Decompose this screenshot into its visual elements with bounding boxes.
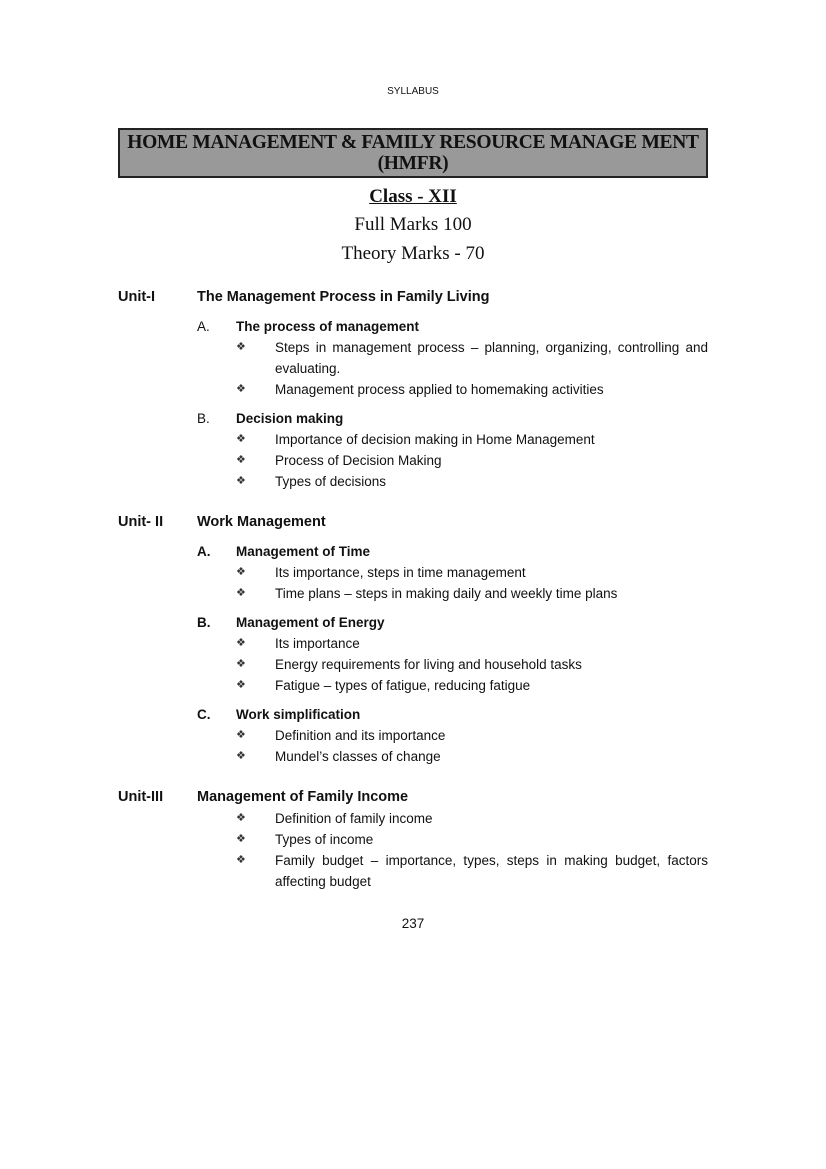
diamond-bullet-icon: ❖ bbox=[236, 750, 246, 762]
syllabus-content bbox=[118, 287, 708, 912]
list-item-text: Time plans – steps in making daily and weekly time plans bbox=[275, 586, 618, 601]
list-item bbox=[118, 429, 708, 450]
list-item-text: Importance of decision making in Home Management bbox=[275, 432, 595, 447]
diamond-bullet-icon: ❖ bbox=[236, 383, 246, 395]
section bbox=[118, 612, 708, 696]
section bbox=[118, 808, 708, 892]
unit-label: Unit-III bbox=[118, 789, 164, 805]
section-heading bbox=[118, 612, 708, 633]
section-heading bbox=[118, 316, 708, 337]
diamond-bullet-icon: ❖ bbox=[236, 341, 246, 353]
diamond-bullet-icon: ❖ bbox=[236, 566, 246, 578]
list-item bbox=[118, 725, 708, 746]
unit-heading bbox=[118, 512, 708, 533]
unit-label: Unit- II bbox=[118, 514, 164, 530]
list-item-text: Management process applied to homemaking activities bbox=[275, 382, 604, 397]
list-item-text: Fatigue – types of fatigue, reducing fatigue bbox=[275, 678, 531, 693]
section-letter: C. bbox=[197, 707, 211, 722]
section-heading bbox=[118, 704, 708, 725]
unit-block bbox=[118, 287, 708, 492]
theory-marks: Theory Marks - 70 bbox=[341, 243, 485, 264]
subject-abbreviation: (HMFR) bbox=[377, 153, 449, 174]
list-item bbox=[118, 583, 708, 604]
section bbox=[118, 316, 708, 400]
section-letter: A. bbox=[197, 319, 210, 334]
list-item-text: Energy requirements for living and household tasks bbox=[275, 657, 582, 672]
diamond-bullet-icon: ❖ bbox=[236, 812, 246, 824]
unit-title: The Management Process in Family Living bbox=[197, 289, 490, 305]
diamond-bullet-icon: ❖ bbox=[236, 433, 246, 445]
subject-title: HOME MANAGEMENT & FAMILY RESOURCE MANAGE MENT bbox=[127, 132, 699, 153]
section bbox=[118, 704, 708, 767]
section bbox=[118, 541, 708, 604]
list-item bbox=[118, 850, 708, 892]
section-title: The process of management bbox=[236, 319, 420, 334]
list-item bbox=[118, 633, 708, 654]
unit-block bbox=[118, 787, 708, 892]
list-item bbox=[118, 471, 708, 492]
list-item-text: Family budget – importance, types, steps in making budget, factors affecting budget bbox=[275, 853, 708, 889]
list-item-text: Its importance bbox=[275, 636, 360, 651]
page-number: 237 bbox=[401, 916, 425, 931]
diamond-bullet-icon: ❖ bbox=[236, 475, 246, 487]
list-item bbox=[118, 337, 708, 379]
list-item bbox=[118, 379, 708, 400]
unit-title: Work Management bbox=[197, 514, 326, 530]
diamond-bullet-icon: ❖ bbox=[236, 833, 246, 845]
diamond-bullet-icon: ❖ bbox=[236, 658, 246, 670]
section-heading bbox=[118, 541, 708, 562]
list-item-text: Its importance, steps in time management bbox=[275, 565, 526, 580]
list-item-text: Definition and its importance bbox=[275, 728, 446, 743]
diamond-bullet-icon: ❖ bbox=[236, 587, 246, 599]
list-item bbox=[118, 654, 708, 675]
diamond-bullet-icon: ❖ bbox=[236, 854, 246, 866]
full-marks: Full Marks 100 bbox=[354, 214, 472, 235]
list-item bbox=[118, 746, 708, 767]
list-item-text: Process of Decision Making bbox=[275, 453, 442, 468]
running-header: SYLLABUS bbox=[387, 86, 439, 97]
list-item-text: Types of income bbox=[275, 832, 374, 847]
list-item-text: Definition of family income bbox=[275, 811, 433, 826]
list-item-text: Types of decisions bbox=[275, 474, 387, 489]
list-item bbox=[118, 808, 708, 829]
list-item bbox=[118, 829, 708, 850]
diamond-bullet-icon: ❖ bbox=[236, 637, 246, 649]
section-title: Decision making bbox=[236, 411, 344, 426]
section-letter: B. bbox=[197, 615, 211, 630]
unit-block bbox=[118, 512, 708, 767]
section-letter: B. bbox=[197, 411, 210, 426]
section bbox=[118, 408, 708, 492]
diamond-bullet-icon: ❖ bbox=[236, 729, 246, 741]
unit-label: Unit-I bbox=[118, 289, 156, 305]
class-label: Class - XII bbox=[369, 186, 457, 207]
list-item-text: Mundel’s classes of change bbox=[275, 749, 441, 764]
unit-heading bbox=[118, 287, 708, 308]
list-item bbox=[118, 675, 708, 696]
unit-title: Management of Family Income bbox=[197, 789, 409, 805]
list-item bbox=[118, 562, 708, 583]
section-title: Management of Time bbox=[236, 544, 371, 559]
section-letter: A. bbox=[197, 544, 211, 559]
section-heading bbox=[118, 408, 708, 429]
diamond-bullet-icon: ❖ bbox=[236, 454, 246, 466]
subject-title-box bbox=[118, 128, 708, 178]
diamond-bullet-icon: ❖ bbox=[236, 679, 246, 691]
list-item-text: Steps in management process – planning, organizing, controlling and evaluating. bbox=[275, 340, 708, 376]
list-item bbox=[118, 450, 708, 471]
unit-heading bbox=[118, 787, 708, 808]
section-title: Work simplification bbox=[236, 707, 361, 722]
section-title: Management of Energy bbox=[236, 615, 385, 630]
